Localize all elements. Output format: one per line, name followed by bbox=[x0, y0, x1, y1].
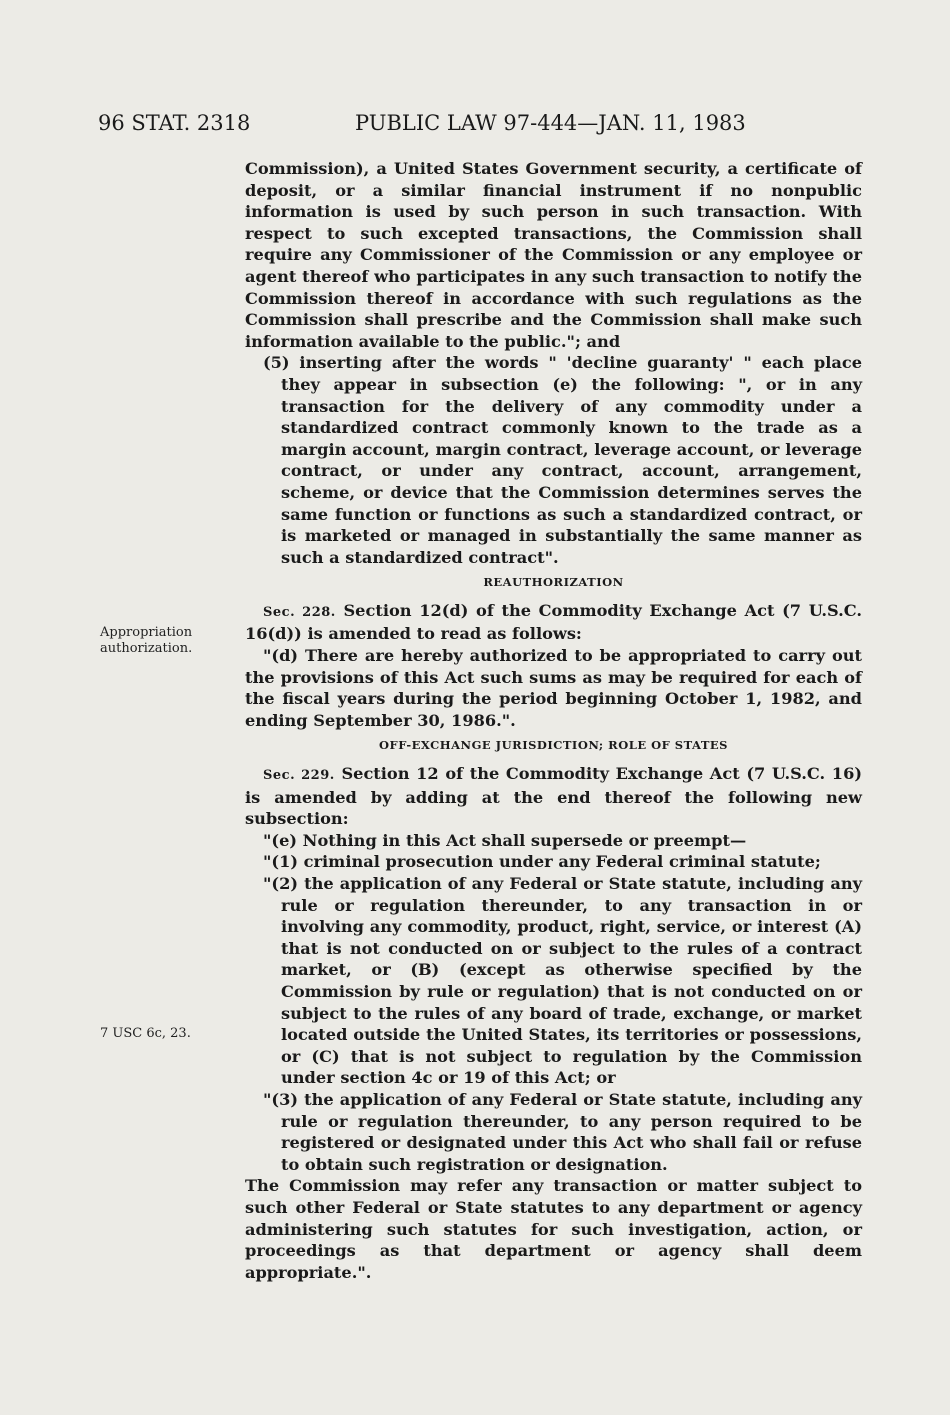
paragraph-item-5: (5) inserting after the words " 'decline guaranty' " each place they appear in subsection (e) the following: ", or in any transaction for the delivery of any commodity under a standardized contract commonly known to the trade as a margin account, margin contract, leverage account, or leverage contract, or under any contract, account, arrangement, scheme, or device that the Commission determines serves the same function or functions as such a standardized contract, or is marketed or managed in substantially the same manner as such a standardized contract". bbox=[263, 353, 862, 567]
subsection-e-1: "(1) criminal prosecution under any Federal criminal statute; bbox=[263, 852, 821, 872]
paragraph-continued: Commission), a United States Government security, a certificate of deposit, or a similar financial instrument if no nonpublic information is used by such person in such transaction. With respect to such excepted transactions, the Commission shall require any Commissioner of the Commission or any employee or agent thereof who participates in any such transaction to notify the Commission thereof in accordance with such regulations as the Commission shall prescribe and the Commission shall make such information available to the public."; and bbox=[245, 159, 862, 351]
section-228-label: Sec. 228. bbox=[263, 604, 336, 620]
margin-note-usc-ref: 7 USC 6c, 23. bbox=[100, 1026, 191, 1041]
public-law-title: PUBLIC LAW 97-444—JAN. 11, 1983 bbox=[355, 111, 746, 135]
section-229 bbox=[245, 763, 862, 830]
section-heading-off-exchange: OFF-EXCHANGE JURISDICTION; ROLE OF STATES bbox=[379, 738, 728, 753]
subsection-e-2: "(2) the application of any Federal or State statute, including any rule or regulation thereunder, to any transaction in or involving any commodity, product, right, service, or interest (A) that is not conducted on or subject to the rules of a contract market, or (B) (except as otherwise specified by the Commission by rule or regulation) that is not conducted on or subject to the rules of any board of trade, exchange, or market located outside the United States, its territories or possessions, or (C) that is not subject to regulation by the Commission under section 4c or 19 of this Act; or bbox=[263, 874, 862, 1088]
section-229-text: Section 12 of the Commodity Exchange Act (7 U.S.C. 16) is amended by adding at the end thereof the following new subsection: bbox=[245, 764, 862, 829]
statute-page-number: 96 STAT. 2318 bbox=[98, 111, 251, 135]
body-text bbox=[245, 158, 862, 1283]
section-228-text: Section 12(d) of the Commodity Exchange Act (7 U.S.C. 16(d)) is amended to read as follows: bbox=[245, 600, 862, 644]
section-heading-reauthorization: REAUTHORIZATION bbox=[483, 575, 624, 590]
section-229-label: Sec. 229. bbox=[263, 768, 335, 784]
closing-paragraph: The Commission may refer any transaction or matter subject to such other Federal or State statutes to any department or agency administering such statutes for such investigation, action, or proceedings as that department or agency shall deem appropriate.". bbox=[245, 1176, 862, 1282]
margin-note-appropriation: Appropriation authorization. bbox=[100, 625, 193, 656]
subsection-d: "(d) There are hereby authorized to be appropriated to carry out the provisions of this Act such sums as may be required for each of the fiscal years during the period beginning October 1, 1982, and ending September 30, 1986.". bbox=[245, 646, 862, 730]
subsection-e: "(e) Nothing in this Act shall supersede or preempt— bbox=[263, 830, 747, 850]
subsection-e-3: "(3) the application of any Federal or State statute, including any rule or regulation thereunder, to any person required to be registered or designated under this Act who shall fail or refuse to obtain such registration or designation. bbox=[263, 1089, 862, 1174]
section-228 bbox=[245, 600, 862, 645]
